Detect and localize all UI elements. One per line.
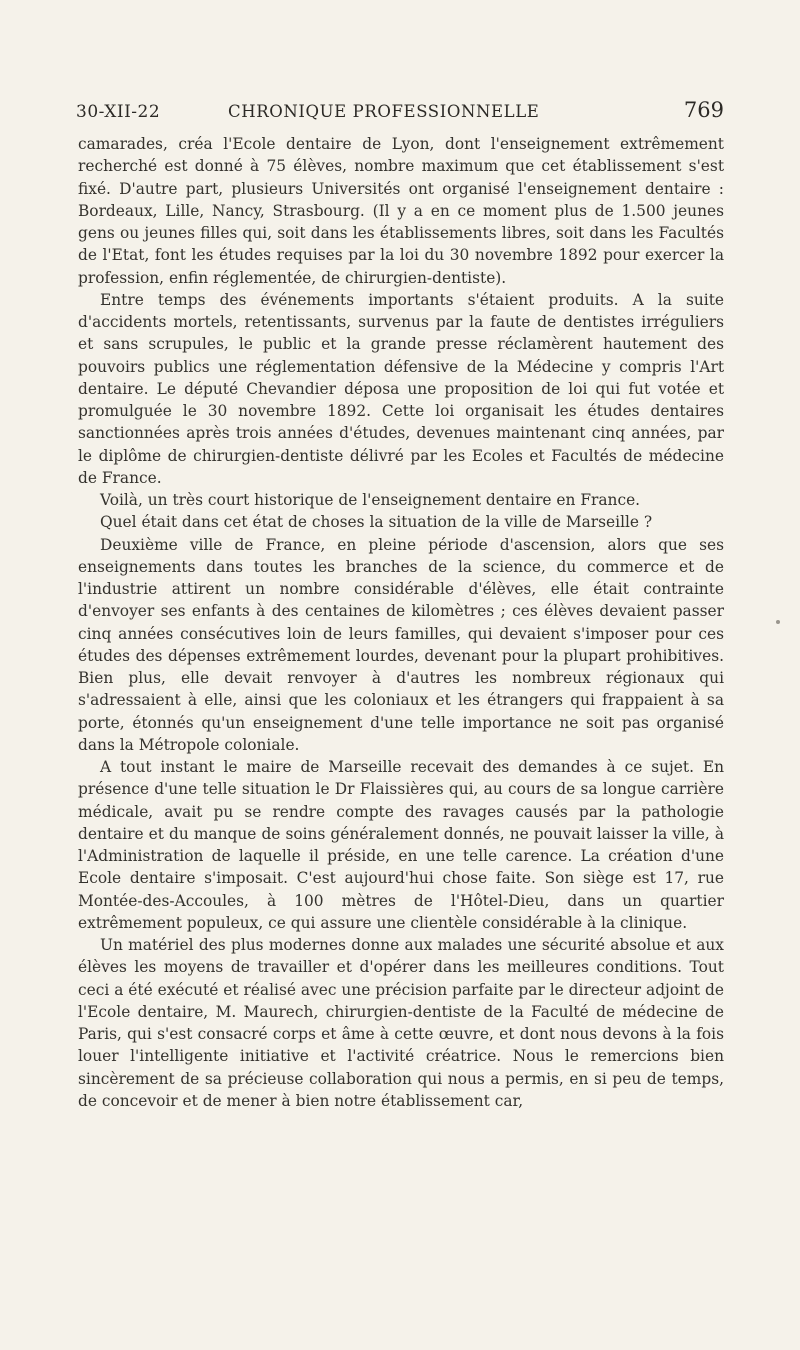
paragraph-3: Voilà, un très court historique de l'enseignement dentaire en France. [100,491,641,509]
body-text [78,133,724,1112]
header-date: 30-XII-22 [76,102,161,122]
paragraph-4: Quel était dans cet état de choses la situation de la ville de Marseille ? [100,513,653,532]
paragraph-2: Entre temps des événements importants s'étaient produits. A la suite d'accidents mortels, retentissants, survenus par la faute de dentistes irréguliers et sans scrupules, le public et la grande presse réclamèrent hautement des pouvoirs publics une réglementation défensive de la Médecine y compris l'Art dentaire. Le député Chevandier déposa une proposition de loi qui fut votée et promulguée le 30 novembre 1892. Cette loi organisait les études dentaires sanctionnées après trois années d'études, devenues maintenant cinq années, par le diplôme de chirurgien-dentiste délivré par les Ecoles et Facultés de médecine de France. [78,290,724,487]
paragraph-1: camarades, créa l'Ecole dentaire de Lyon, dont l'enseignement extrêmement recherché est donné à 75 élèves, nombre maximum que cet établissement s'est fixé. D'autre part, plusieurs Universités ont organisé l'enseignement dentaire : Bordeaux, Lille, Nancy, Strasbourg. (Il y a en ce moment plus de 1.500 jeunes gens ou jeunes filles qui, soit dans les établissements libres, soit dans les Facultés de l'Etat, font les études requises par la loi du 30 novembre 1892 pour exercer la profession, enfin réglementée, de chirurgien-dentiste). [78,135,724,287]
paragraph-7: Un matériel des plus modernes donne aux malades une sécurité absolue et aux élèves les moyens de travailler et d'opérer dans les meilleures conditions. Tout ceci a été exécuté et réalisé avec une précision parfaite par le directeur adjoint de l'Ecole dentaire, M. Maurech, chirurgien-dentiste de la Faculté de médecine de Paris, qui s'est consacré corps et âme à cette œuvre, et dont nous devons à la fois louer l'intelligente initiative et l'activité créatrice. Nous le remercions bien sincèrement de sa précieuse collaboration qui nous a permis, en si peu de temps, de concevoir et de mener à bien notre établissement car, [78,936,724,1110]
paper-speck [776,620,780,624]
header-title: CHRONIQUE PROFESSIONNELLE [228,102,540,121]
page-number: 769 [683,98,724,122]
paragraph-5: Deuxième ville de France, en pleine période d'ascension, alors que ses enseignements dans toutes les branches de la science, du commerce et de l'industrie attirent un nombre considérable d'élèves, elle était contrainte d'envoyer ses enfants à des centaines de kilomètres ; ces élèves devaient passer cinq années consécutives loin de leurs familles, qui devaient s'imposer pour ces études des dépenses extrêmement lourdes, devenant pour la plupart prohibitives. Bien plus, elle devait renvoyer à d'autres les nombreux régionaux qui s'adressaient à elle, ainsi que les coloniaux et les étrangers qui frappaient à sa porte, étonnés qu'un enseignement d'une telle importance ne soit pas organisé dans la Métropole coloniale. [78,535,724,754]
paragraph-6: A tout instant le maire de Marseille recevait des demandes à ce sujet. En présence d'une telle situation le Dr Flaissières qui, au cours de sa longue carrière médicale, avait pu se rendre compte des ravages causés par la pathologie dentaire et du manque de soins généralement donnés, ne pouvait laisser la ville, à l'Administration de laquelle il préside, en une telle carence. La création d'une Ecole dentaire s'imposait. C'est aujourd'hui chose faite. Son siège est 17, rue Montée-des-Accoules, à 100 mètres de l'Hôtel-Dieu, dans un quartier extrêmement populeux, ce qui assure une clientèle considérable à la clinique. [78,758,724,932]
running-header [76,98,724,128]
